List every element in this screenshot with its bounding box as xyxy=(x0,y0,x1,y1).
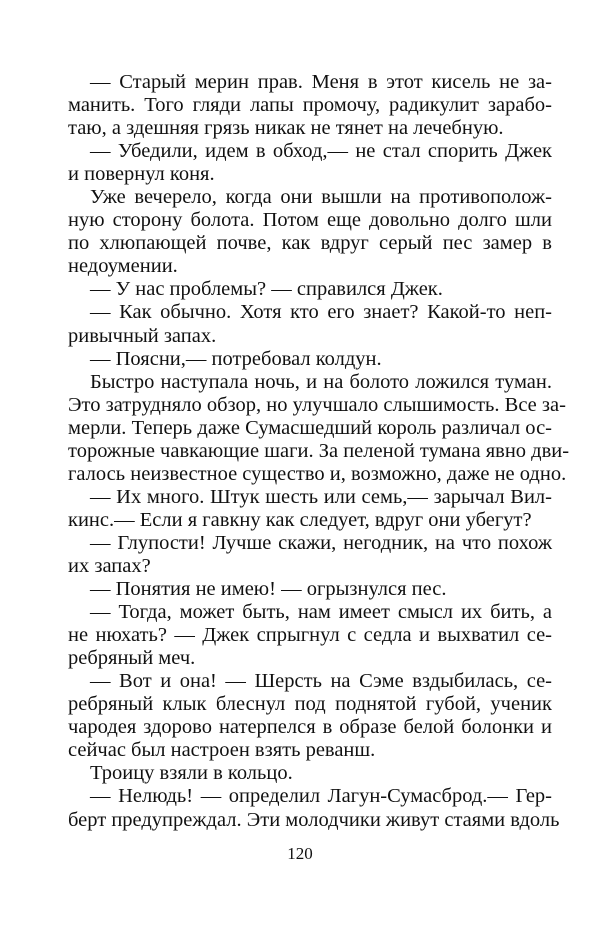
text-line: торожные чавкающие шаги. За пеленой тумана явно дви- xyxy=(68,439,570,462)
text-line: не нюхать? — Джек спрыгнул с седла и выхватил се- xyxy=(68,624,552,647)
text-line: ную сторону болота. Потом еще довольно долго шли xyxy=(68,209,552,232)
text-line: — Нелюдь! — определил Лагун-Сумасброд.— Гер- xyxy=(90,785,552,808)
page-body-text xyxy=(68,71,570,832)
text-line: — Вот и она! — Шерсть на Сэме вздыбилась, се- xyxy=(90,670,552,693)
text-line: сейчас был настроен взять реванш. xyxy=(68,739,376,762)
text-line: кинс.— Если я гавкну как следует, вдруг они убегут? xyxy=(68,508,532,531)
text-line: — У нас проблемы? — справился Джек. xyxy=(90,278,443,301)
page-number: 120 xyxy=(287,844,313,863)
text-line: по хлюпающей почве, как вдруг серый пес замер в xyxy=(68,232,552,255)
text-line: чародея здорово натерпелся в образе белой болонки и xyxy=(68,716,552,739)
text-line: Уже вечерело, когда они вышли на противополож- xyxy=(90,186,552,209)
text-line: Быстро наступала ночь, и на болото ложился туман. xyxy=(90,370,552,393)
text-line: и повернул коня. xyxy=(68,163,215,186)
text-line: — Как обычно. Хотя кто его знает? Какой-то неп- xyxy=(90,301,552,324)
text-line: недоумении. xyxy=(68,255,178,278)
text-line: Это затрудняло обзор, но улучшало слышимость. Все за- xyxy=(68,393,566,416)
text-line: берт предупреждал. Эти молодчики живут стаями вдоль xyxy=(68,808,560,831)
text-line: ребряный меч. xyxy=(68,647,196,670)
text-line: манить. Того гляди лапы промочу, радикулит зарабо- xyxy=(68,94,552,117)
text-line: — Поясни,— потребовал колдун. xyxy=(90,347,382,370)
text-line: — Глупости! Лучше скажи, негодник, на что похож xyxy=(90,531,552,554)
text-line: галось неизвестное существо и, возможно, даже не одно. xyxy=(68,462,567,485)
text-line: Троицу взяли в кольцо. xyxy=(90,762,293,785)
text-line: — Их много. Штук шесть или семь,— зарычал Вил- xyxy=(90,485,552,508)
text-line: ривычный запах. xyxy=(68,324,217,347)
text-line: — Убедили, идем в обход,— не стал спорить Джек xyxy=(90,140,552,163)
text-line: их запах? xyxy=(68,554,151,577)
text-line: — Понятия не имею! — огрызнулся пес. xyxy=(90,578,447,601)
text-line: ребряный клык блеснул под поднятой губой, ученик xyxy=(68,693,552,716)
text-line: — Старый мерин прав. Меня в этот кисель не за- xyxy=(90,71,552,93)
text-line: мерли. Теперь даже Сумасшедший король различал ос- xyxy=(68,416,552,439)
text-line: таю, а здешняя грязь никак не тянет на лечебную. xyxy=(68,117,504,140)
text-line: — Тогда, может быть, нам имеет смысл их бить, а xyxy=(90,601,552,624)
